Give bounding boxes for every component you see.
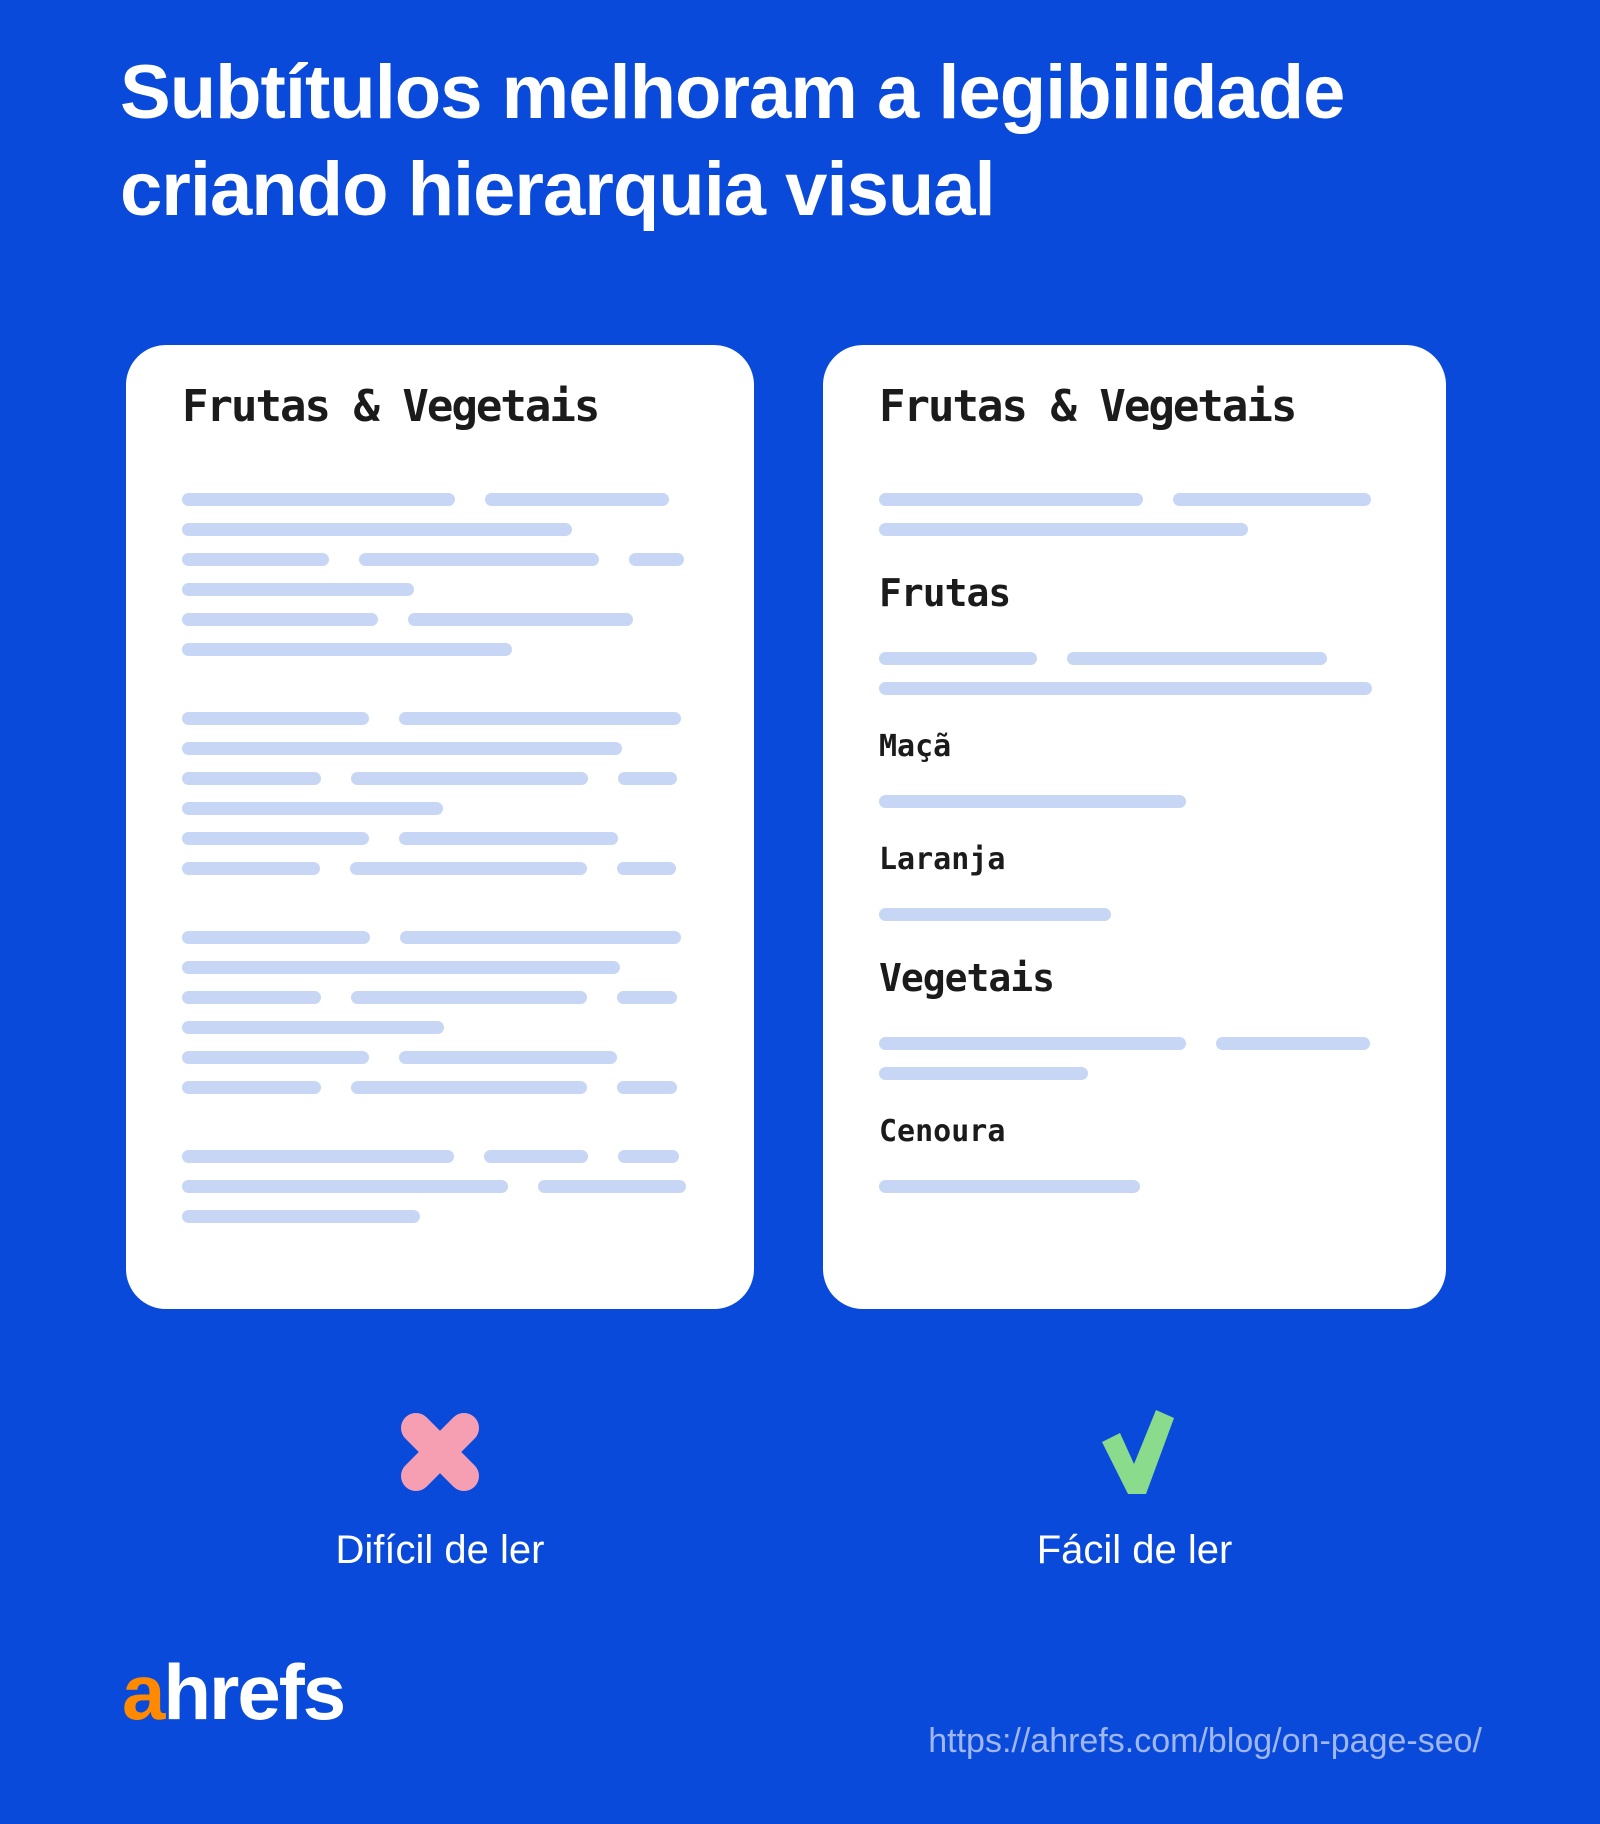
- skeleton-line-row: [879, 523, 1390, 536]
- skeleton-line-row: [182, 613, 698, 626]
- skeleton-paragraph: [182, 493, 698, 656]
- skeleton-line-row: [182, 643, 698, 656]
- skeleton-line: [182, 1210, 420, 1223]
- skeleton-line: [1067, 652, 1327, 665]
- skeleton-paragraph: [879, 908, 1390, 921]
- skeleton-line: [879, 1067, 1088, 1080]
- card-heading: Vegetais: [879, 956, 1055, 1000]
- skeleton-line: [182, 1180, 508, 1193]
- skeleton-line: [629, 553, 684, 566]
- skeleton-line-row: [182, 1081, 698, 1094]
- skeleton-paragraph: [879, 1180, 1390, 1193]
- card-without-subheadings: [126, 345, 754, 1309]
- skeleton-line-row: [182, 1150, 698, 1163]
- skeleton-line-row: [182, 553, 698, 566]
- skeleton-line-row: [182, 991, 698, 1004]
- skeleton-paragraph: [879, 795, 1390, 808]
- skeleton-line: [182, 643, 512, 656]
- card-title: Frutas & Vegetais: [182, 381, 599, 432]
- verdict-label: Fácil de ler: [1036, 1528, 1233, 1572]
- skeleton-line: [351, 1081, 587, 1094]
- verdict-hard-to-read: [126, 1410, 754, 1574]
- skeleton-paragraph: [182, 712, 698, 875]
- skeleton-line: [879, 652, 1037, 665]
- skeleton-line: [182, 862, 320, 875]
- x-icon: [397, 1409, 483, 1500]
- skeleton-line: [400, 931, 681, 944]
- skeleton-line: [351, 991, 587, 1004]
- skeleton-line: [182, 712, 369, 725]
- skeleton-line: [182, 1051, 369, 1064]
- skeleton-line-row: [879, 908, 1390, 921]
- skeleton-line-row: [182, 493, 698, 506]
- skeleton-line: [484, 1150, 588, 1163]
- check-icon: [1094, 1408, 1176, 1501]
- skeleton-line: [182, 802, 443, 815]
- skeleton-line: [617, 991, 677, 1004]
- skeleton-line: [879, 1037, 1186, 1050]
- skeleton-line: [359, 553, 599, 566]
- skeleton-line-row: [182, 742, 698, 755]
- skeleton-line: [182, 961, 620, 974]
- skeleton-line: [182, 772, 321, 785]
- skeleton-paragraph: [182, 1150, 698, 1223]
- ahrefs-logo-rest: hrefs: [163, 1648, 345, 1736]
- skeleton-line-row: [879, 1180, 1390, 1193]
- skeleton-line-row: [182, 961, 698, 974]
- skeleton-line-row: [182, 523, 698, 536]
- skeleton-line-row: [182, 1210, 698, 1223]
- skeleton-line-row: [182, 583, 698, 596]
- skeleton-line-row: [182, 802, 698, 815]
- skeleton-line: [879, 523, 1248, 536]
- skeleton-line: [182, 493, 455, 506]
- skeleton-line: [182, 1021, 444, 1034]
- skeleton-line: [485, 493, 669, 506]
- page-title-line2: criando hierarquia visual: [120, 147, 995, 232]
- skeleton-line-row: [182, 772, 698, 785]
- skeleton-line: [879, 682, 1372, 695]
- card-subheading: Maçã: [879, 729, 952, 764]
- verdict-easy-to-read: [823, 1410, 1446, 1574]
- skeleton-line-row: [879, 493, 1390, 506]
- source-url: https://ahrefs.com/blog/on-page-seo/: [928, 1722, 1482, 1760]
- skeleton-line: [182, 1150, 454, 1163]
- card-title: Frutas & Vegetais: [879, 381, 1296, 432]
- skeleton-line: [182, 553, 329, 566]
- skeleton-line: [879, 493, 1143, 506]
- skeleton-line: [182, 523, 572, 536]
- skeleton-line: [350, 862, 587, 875]
- skeleton-line: [182, 742, 622, 755]
- skeleton-line: [618, 1150, 679, 1163]
- skeleton-line: [182, 1081, 321, 1094]
- skeleton-line-row: [182, 1051, 698, 1064]
- skeleton-line-row: [182, 1180, 698, 1193]
- skeleton-paragraph: [879, 1037, 1390, 1080]
- skeleton-line-row: [879, 652, 1390, 665]
- ahrefs-logo: [122, 1648, 345, 1736]
- verdict-label: Difícil de ler: [335, 1528, 545, 1572]
- skeleton-line: [351, 772, 588, 785]
- skeleton-line: [879, 795, 1186, 808]
- skeleton-line-row: [879, 682, 1390, 695]
- skeleton-line-row: [182, 862, 698, 875]
- page-title-line1: Subtítulos melhoram a legibilidade: [120, 50, 1345, 135]
- skeleton-line-row: [182, 931, 698, 944]
- card-body: [182, 493, 698, 1223]
- skeleton-line: [182, 583, 414, 596]
- card-heading: Frutas: [879, 571, 1011, 615]
- skeleton-line: [617, 1081, 677, 1094]
- page-title: [120, 44, 1344, 238]
- skeleton-line-row: [182, 1021, 698, 1034]
- skeleton-paragraph: [879, 652, 1390, 695]
- card-body: [879, 493, 1390, 1193]
- skeleton-line: [1173, 493, 1371, 506]
- skeleton-paragraph: [879, 493, 1390, 536]
- skeleton-line: [399, 1051, 617, 1064]
- skeleton-line: [182, 613, 378, 626]
- skeleton-line: [879, 908, 1111, 921]
- skeleton-line-row: [182, 832, 698, 845]
- skeleton-line: [182, 832, 369, 845]
- skeleton-line: [538, 1180, 686, 1193]
- skeleton-line: [879, 1180, 1140, 1193]
- skeleton-line: [618, 772, 677, 785]
- skeleton-line: [1216, 1037, 1370, 1050]
- skeleton-line: [399, 712, 681, 725]
- card-with-subheadings: [823, 345, 1446, 1309]
- skeleton-line-row: [879, 1067, 1390, 1080]
- card-subheading: Cenoura: [879, 1114, 1006, 1149]
- card-subheading: Laranja: [879, 842, 1006, 877]
- ahrefs-logo-a: a: [122, 1648, 164, 1736]
- skeleton-paragraph: [182, 931, 698, 1094]
- skeleton-line: [182, 991, 321, 1004]
- skeleton-line-row: [879, 795, 1390, 808]
- skeleton-line-row: [182, 712, 698, 725]
- skeleton-line: [617, 862, 676, 875]
- skeleton-line: [408, 613, 633, 626]
- skeleton-line: [182, 931, 370, 944]
- skeleton-line-row: [879, 1037, 1390, 1050]
- skeleton-line: [399, 832, 618, 845]
